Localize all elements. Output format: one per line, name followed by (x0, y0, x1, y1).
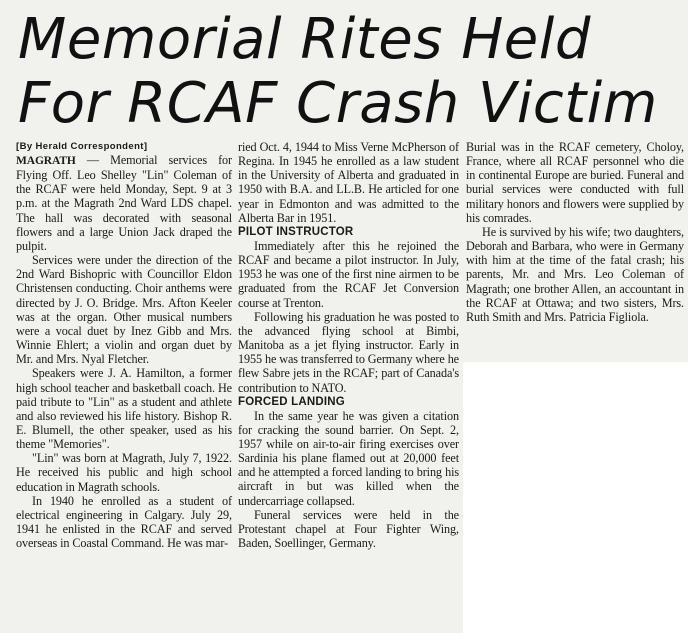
article-column-2 (238, 140, 459, 550)
subheading-pilot-instructor: PILOT INSTRUCTOR (238, 225, 354, 238)
paragraph: ried Oct. 4, 1944 to Miss Verne McPherson of Regina. In 1945 he enrolled as a law student in the University of Alberta and graduated in 1950 with B.A. and LL.B. He articled for one year in Edmonton and was admitted to the Alberta Bar in 1951. (238, 140, 459, 225)
paragraph: In the same year he was given a citation for cracking the sound barrier. On Sept. 2, 1957 while on air-to-air firing exercises over Sardinia his plane flamed out at 20,000 feet and he attempted a forced landing to bring his aircraft in but was killed when the undercarriage collapsed. (238, 408, 459, 508)
paragraph (16, 153, 232, 253)
paragraph: He is survived by his wife; two daughters, Deborah and Barbara, who were in Germany with him at the time of the fatal crash; his parents, Mr. and Mrs. Leo Coleman of Magrath; one brother Allen, an accountant in the RCAF at Ottawa; and two sisters, Mrs. Ruth Smith and Mrs. Patricia Figliola. (466, 224, 684, 324)
headline-line-1: Memorial Rites Held (18, 7, 591, 72)
paragraph: Speakers were J. A. Hamilton, a former high school teacher and basketball coach. He paid tribute to "Lin" as a student and athlete and also reviewed his life history. Bishop R. E. Blumell, the other speaker, used as his theme "Memories". (16, 366, 232, 452)
paragraph: In 1940 he enrolled as a student of electrical engineering in Calgary. July 29, 1941 he enlisted in the RCAF and served overseas in Coastal Command. He was mar- (16, 493, 232, 551)
paragraph: Immediately after this he rejoined the RCAF and became a pilot instructor. In July, 1953 he was one of the first nine airmen to be graduated from the RCAF Jet Conversion course at Trenton. (238, 238, 459, 310)
article-column-1 (16, 140, 232, 550)
blank-area (463, 362, 691, 633)
paragraph: "Lin" was born at Magrath, July 7, 1922. He received his public and high school education in Magrath schools. (16, 451, 232, 494)
paragraph: Funeral services were held in the Protestant chapel at Four Fighter Wing, Baden, Soellinger, Germany. (238, 507, 459, 551)
paragraph: Burial was in the RCAF cemetery, Choloy, France, where all RCAF personnel who die in continental Europe are buried. Funeral and burial services were conducted with full military honors and flowers were supplied by his comrades. (466, 140, 684, 225)
paragraph-text: — Memorial services for Flying Off. Leo Shelley "Lin" Coleman of the RCAF were held Monday, Sept. 9 at 3 p.m. at the Magrath 2nd Ward LDS chapel. The hall was decorated with seasonal flowers and a large Union Jack draped the pulpit. (16, 153, 232, 253)
byline: [By Herald Correspondent] (16, 141, 148, 152)
subheading-forced-landing: FORCED LANDING (238, 395, 345, 408)
dateline: MAGRATH (16, 155, 76, 167)
headline-line-2: For RCAF Crash Victim (18, 71, 658, 136)
article-column-3 (466, 140, 684, 324)
paragraph: Services were under the direction of the 2nd Ward Bishopric with Councillor Eldon Christensen conducting. Choir anthems were directed by J. O. Bridge. Mrs. Afton Keeler was at the organ. Other musical numbers were a vocal duet by Inez Gibb and Mrs. Winnie Ehlert; a violin and organ duet by Mr. and Mrs. Nyal Fletcher. (16, 253, 232, 367)
paragraph: Following his graduation he was posted to the advanced flying school at Bimbi, Manitoba as a jet flying instructor. Early in 1955 he was transferred to Germany where he flew Sabre jets in the RCAF; part of Canada's contribution to NATO. (238, 309, 459, 395)
